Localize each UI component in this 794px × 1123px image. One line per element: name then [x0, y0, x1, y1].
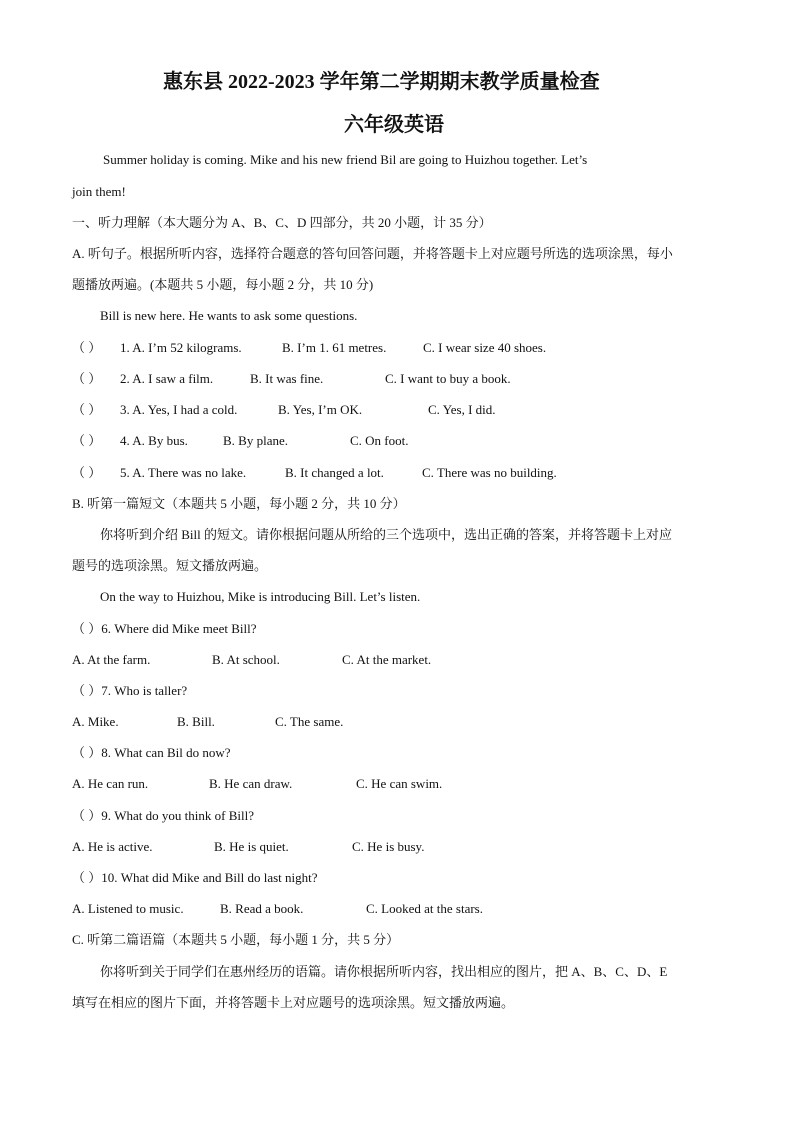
question-6: （ ）6. Where did Mike meet Bill? [72, 621, 257, 636]
option-b: B. Read a book. [220, 901, 304, 916]
option-c: C. Yes, I did. [428, 402, 496, 417]
answer-paren[interactable]: （ ） [72, 433, 102, 448]
question-8: （ ）8. What can Bil do now? [72, 745, 231, 760]
option-c: C. On foot. [350, 433, 409, 448]
option-b: B. It was fine. [250, 371, 324, 386]
option-a: A. At the farm. [72, 652, 151, 667]
option-b: B. I’m 1. 61 metres. [282, 340, 387, 355]
part1-heading: 一、听力理解（本大题分为 A、B、C、D 四部分，共 20 小题，计 35 分） [72, 215, 492, 230]
option-a: 5. A. There was no lake. [120, 465, 247, 480]
exam-title: 惠东县 2022-2023 学年第二学期期末教学质量检查 [163, 71, 600, 93]
sectionA-lead: Bill is new here. He wants to ask some questions. [100, 308, 358, 323]
answer-paren[interactable]: （ ） [72, 402, 102, 417]
option-a: 1. A. I’m 52 kilograms. [120, 340, 242, 355]
intro-line-1: Summer holiday is coming. Mike and his new friend Bil are going to Huizhou together. Let’s [103, 152, 588, 167]
option-b: B. Bill. [177, 714, 215, 729]
option-c: C. Looked at the stars. [366, 901, 483, 916]
option-a: A. Mike. [72, 714, 119, 729]
option-c: C. At the market. [342, 652, 432, 667]
sectionC-instruction-2: 填写在相应的图片下面，并将答题卡上对应题号的选项涂黑。短文播放两遍。 [72, 995, 515, 1010]
sectionC-instruction-1: 你将听到关于同学们在惠州经历的语篇。请你根据所听内容，找出相应的图片，把 A、B、C、D、E [100, 964, 668, 979]
sectionB-instruction-1: 你将听到介绍 Bill 的短文。请你根据问题从所给的三个选项中，选出正确的答案，并将答题卡上对应 [100, 527, 673, 542]
question-10: （ ）10. What did Mike and Bill do last night? [72, 870, 318, 885]
question-9: （ ）9. What do you think of Bill? [72, 808, 254, 823]
option-c: C. The same. [275, 714, 344, 729]
option-c: C. I wear size 40 shoes. [423, 340, 547, 355]
option-c: C. There was no building. [422, 465, 557, 480]
option-c: C. He is busy. [352, 839, 425, 854]
option-a: A. He can run. [72, 776, 149, 791]
sectionB-lead: On the way to Huizhou, Mike is introducing Bill. Let’s listen. [100, 589, 421, 604]
question-7: （ ）7. Who is taller? [72, 683, 188, 698]
option-a: 4. A. By bus. [120, 433, 188, 448]
answer-paren[interactable]: （ ） [72, 340, 102, 355]
option-b: B. He can draw. [209, 776, 293, 791]
sectionA-instruction-2: 题播放两遍。(本题共 5 小题，每小题 2 分，共 10 分) [72, 277, 374, 292]
answer-paren[interactable]: （ ） [72, 465, 102, 480]
option-b: B. At school. [212, 652, 280, 667]
option-a: A. He is active. [72, 839, 153, 854]
sectionC-heading: C. 听第二篇语篇（本题共 5 小题，每小题 1 分，共 5 分） [72, 932, 400, 947]
option-c: C. He can swim. [356, 776, 443, 791]
sectionB-heading: B. 听第一篇短文（本题共 5 小题，每小题 2 分，共 10 分） [72, 496, 406, 511]
exam-subtitle: 六年级英语 [344, 114, 444, 136]
option-b: B. By plane. [223, 433, 288, 448]
intro-line-2: join them! [72, 184, 126, 199]
option-b: B. He is quiet. [214, 839, 289, 854]
option-a: 3. A. Yes, I had a cold. [120, 402, 238, 417]
answer-paren[interactable]: （ ） [72, 371, 102, 386]
option-b: B. Yes, I’m OK. [278, 402, 363, 417]
sectionB-instruction-2: 题号的选项涂黑。短文播放两遍。 [72, 558, 268, 573]
option-c: C. I want to buy a book. [385, 371, 511, 386]
option-a: A. Listened to music. [72, 901, 184, 916]
sectionA-instruction-1: A. 听句子。根据所听内容，选择符合题意的答句回答问题，并将答题卡上对应题号所选的选项涂黑，每小 [72, 246, 673, 261]
option-b: B. It changed a lot. [285, 465, 384, 480]
option-a: 2. A. I saw a film. [120, 371, 214, 386]
